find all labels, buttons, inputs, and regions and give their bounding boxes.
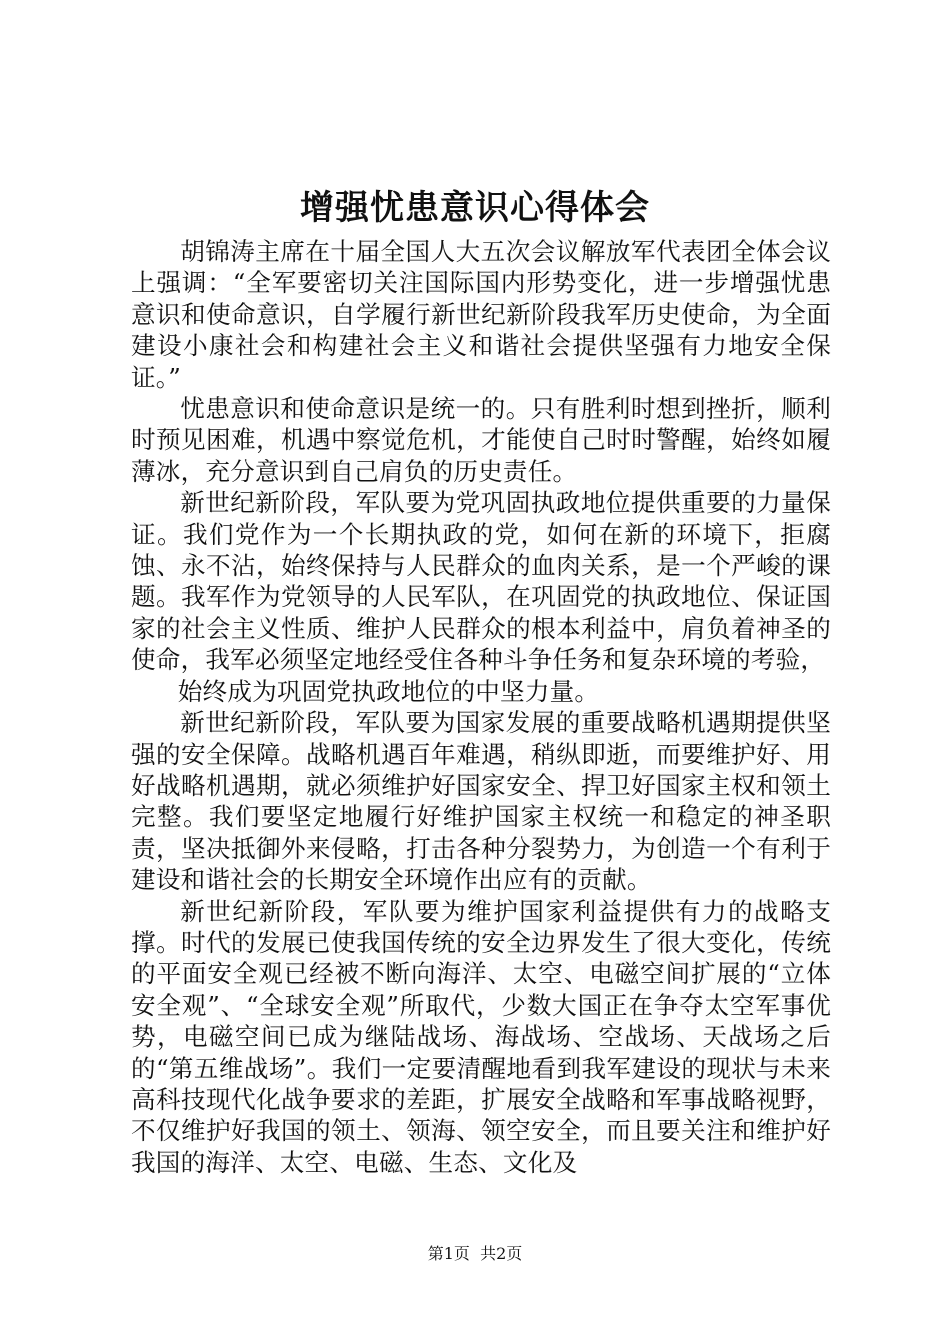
page-prefix: 第 [427, 1244, 444, 1263]
page-suffix: 页 [506, 1244, 523, 1263]
paragraph-5: 新世纪新阶段，军队要为国家发展的重要战略机遇期提供坚强的安全保障。战略机遇百年难遇，稍纵即逝，而要维护好、用好战略机遇期，就必须维护好国家安全、捍卫好国家主权和领土完整。我们要坚定地履行好维护国家主权统一和稳定的神圣职责，坚决抵御外来侵略，打击各种分裂势力，为创造一个有利于建设和谐社会的长期安全环境作出应有的贡献。 [131, 708, 831, 895]
paragraph-1: 胡锦涛主席在十届全国人大五次会议解放军代表团全体会议上强调：“全军要密切关注国际国内形势变化，进一步增强忧患意识和使命意识，自学履行新世纪新阶段我军历史使命，为全面建设小康社会和构建社会主义和谐社会提供坚强有力地安全保证。” [131, 237, 831, 392]
page-mid: 页 共 [453, 1244, 497, 1263]
page-current: 1 [443, 1244, 454, 1263]
document-body [131, 236, 831, 1178]
paragraph-3: 新世纪新阶段，军队要为党巩固执政地位提供重要的力量保证。我们党作为一个长期执政的党，如何在新的环境下，拒腐蚀、永不沾，始终保持与人民群众的血肉关系，是一个严峻的课题。我军作为党领导的人民军队，在巩固党的执政地位、保证国家的社会主义性质、维护人民群众的根本利益中，肩负着神圣的使命，我军必须坚定地经受住各种斗争任务和复杂环境的考验， [131, 488, 831, 675]
paragraph-4: 始终成为巩固党执政地位的中坚力量。 [177, 676, 600, 706]
paragraph-6: 新世纪新阶段，军队要为维护国家利益提供有力的战略支撑。时代的发展已使我国传统的安全边界发生了很大变化，传统的平面安全观已经被不断向海洋、太空、电磁空间扩展的“立体安全观”、“全球安全观”所取代，少数大国正在争夺太空军事优势，电磁空间已成为继陆战场、海战场、空战场、天战场之后的“第五维战场”。我们一定要清醒地看到我军建设的现状与未来高科技现代化战争要求的差距，扩展安全战略和军事战略视野，不仅维护好我国的领土、领海、领空安全，而且要关注和维护好我国的海洋、太空、电磁、生态、文化及 [131, 896, 831, 1177]
page-total: 2 [496, 1244, 507, 1263]
document-title: 增强忧患意识心得体会 [300, 188, 650, 228]
page-footer [0, 1243, 950, 1265]
paragraph-2: 忧患意识和使命意识是统一的。只有胜利时想到挫折，顺利时预见困难，机遇中察觉危机，才能使自己时时警醒，始终如履薄冰，充分意识到自己肩负的历史责任。 [131, 394, 831, 486]
